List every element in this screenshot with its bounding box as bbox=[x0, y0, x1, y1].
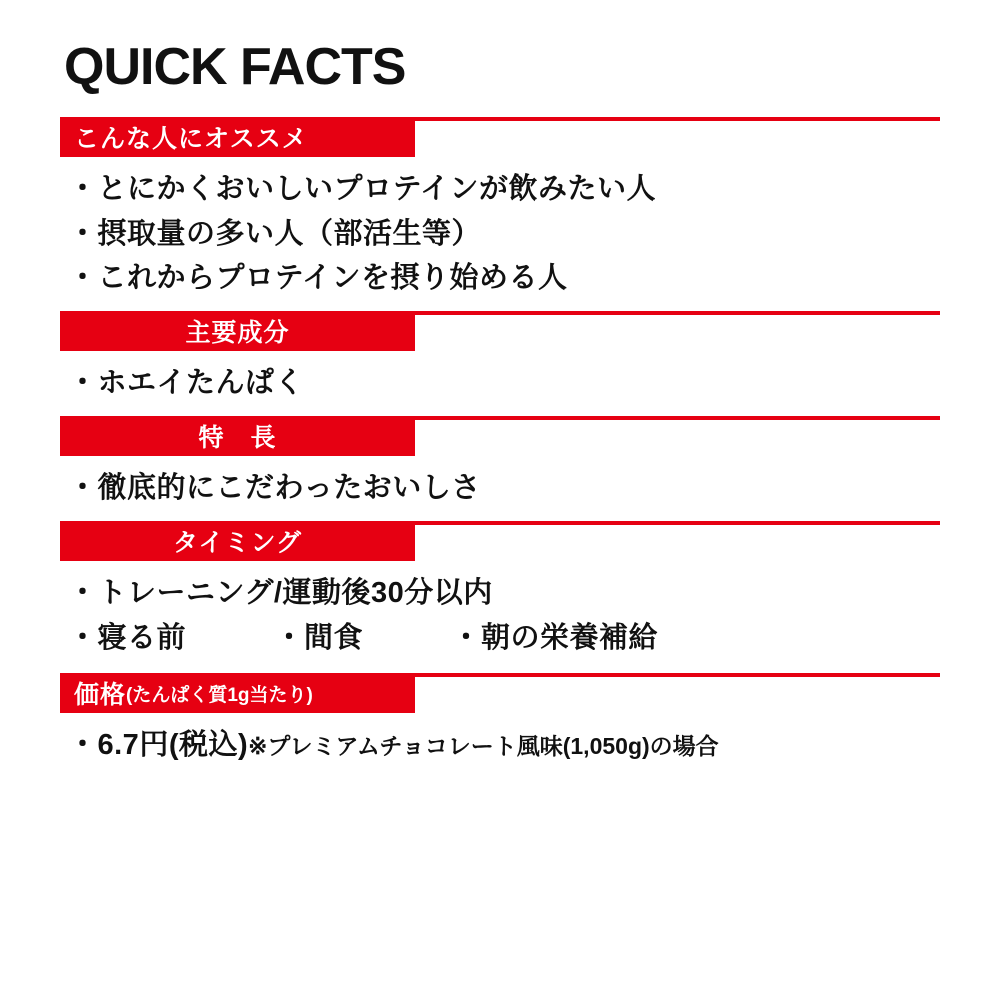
section-recommend bbox=[60, 117, 940, 302]
section-tag-feature: 特 長 bbox=[60, 416, 415, 456]
section-tag-timing: タイミング bbox=[60, 521, 415, 561]
list-item: ・徹底的にこだわったおいしさ bbox=[68, 472, 481, 505]
bullet-list-price bbox=[60, 719, 940, 768]
list-item bbox=[68, 723, 940, 768]
list-item: ・ホエイたんぱく bbox=[68, 367, 305, 400]
list-item: ・これからプロテインを摂り始める人 bbox=[68, 262, 568, 295]
list-item: ・寝る前 ・間食 ・朝の栄養補給 bbox=[68, 622, 659, 655]
section-header-timing bbox=[60, 521, 940, 561]
section-tag-price bbox=[60, 673, 415, 713]
price-tag-sub: (たんぱく質1g当たり) bbox=[126, 684, 313, 706]
list-item: ・とにかくおいしいプロテインが飲みたい人 bbox=[68, 172, 656, 205]
section-header-price bbox=[60, 673, 940, 713]
price-tag-main: 価格 bbox=[74, 681, 127, 710]
bullet-list-ingredient bbox=[60, 357, 940, 406]
section-tag-ingredient: 主要成分 bbox=[60, 311, 415, 351]
list-item: ・トレーニング/運動後30分以内 bbox=[68, 577, 493, 610]
section-header-feature bbox=[60, 416, 940, 456]
section-timing bbox=[60, 521, 940, 661]
list-item: ・摂取量の多い人（部活生等） bbox=[68, 217, 482, 250]
price-value: ・6.7円(税込) bbox=[68, 729, 249, 762]
page-title: QUICK FACTS bbox=[64, 38, 406, 96]
section-feature bbox=[60, 416, 940, 511]
bullet-list-feature bbox=[60, 462, 940, 511]
bullet-list-recommend bbox=[60, 163, 940, 302]
section-header-recommend bbox=[60, 117, 940, 157]
section-tag-recommend: こんな人にオススメ bbox=[60, 117, 415, 157]
section-header-ingredient bbox=[60, 311, 940, 351]
section-ingredient bbox=[60, 311, 940, 406]
price-note: ※プレミアムチョコレート風味(1,050g)の場合 bbox=[248, 733, 719, 760]
bullet-list-timing bbox=[60, 567, 940, 661]
section-price bbox=[60, 673, 940, 768]
